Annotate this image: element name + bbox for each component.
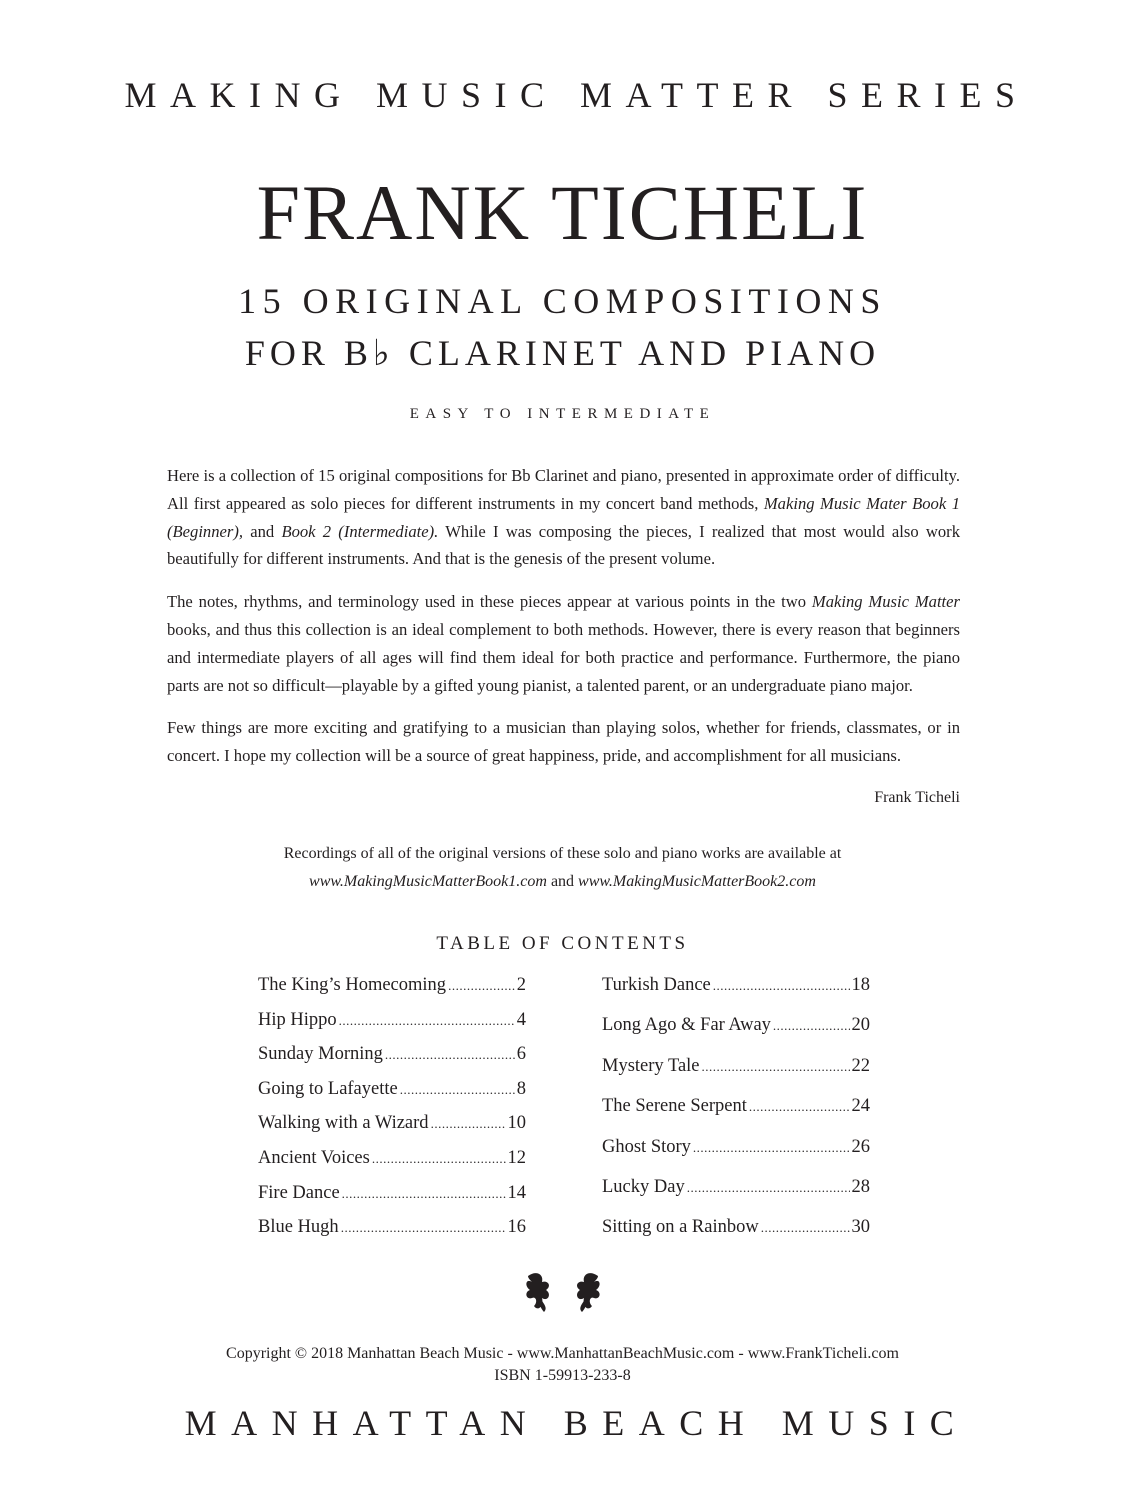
intro-paragraph-3: Few things are more exciting and gratifying to a musician than playing solos, whether for friends, classmates, or in concert. I hope my collection will be a source of great happiness, pride, and accomplishment for all musicians. xyxy=(167,718,960,766)
toc-entry[interactable] xyxy=(258,1217,526,1252)
dot-leader xyxy=(749,1099,850,1115)
toc-entry-title: Long Ago & Far Away xyxy=(602,1015,771,1036)
toc-entry-title: Ancient Voices xyxy=(258,1147,370,1168)
toc-entry-page: 6 xyxy=(516,1044,526,1065)
text: The notes, rhythms, and terminology used in these pieces appear at various points in the two xyxy=(167,592,812,612)
series-title: MAKING MUSIC MATTER SERIES xyxy=(124,75,1029,115)
book-title: Making Music Matter xyxy=(811,592,960,612)
signature: Frank Ticheli xyxy=(874,789,960,806)
toc-entry-page: 18 xyxy=(851,975,870,995)
copyright: Copyright © 2018 Manhattan Beach Music - www.ManhattanBeachMusic.com - www.FrankTicheli.com xyxy=(226,1345,899,1362)
toc-entry-title: Sitting on a Rainbow xyxy=(602,1217,759,1238)
dot-leader xyxy=(693,1140,850,1156)
recordings-note xyxy=(0,840,1125,896)
toc-entry[interactable] xyxy=(258,1183,526,1218)
copyright-block xyxy=(0,1343,1125,1387)
toc-entry[interactable] xyxy=(258,1044,526,1079)
toc-entry[interactable] xyxy=(602,1177,870,1217)
dot-leader xyxy=(687,1180,850,1196)
toc-entry-page: 8 xyxy=(516,1078,526,1099)
toc-entry-page: 28 xyxy=(851,1176,870,1197)
introduction xyxy=(167,462,960,785)
toc-entry-page: 14 xyxy=(507,1182,526,1203)
text: and xyxy=(243,521,282,541)
toc-entry-title: Lucky Day xyxy=(602,1176,685,1197)
dot-leader xyxy=(773,1018,850,1034)
toc-entry-title: Ghost Story xyxy=(602,1136,691,1157)
toc-entry[interactable] xyxy=(602,1217,870,1257)
link-book2[interactable]: www.MakingMusicMatterBook2.com xyxy=(578,873,816,890)
link-book1[interactable]: www.MakingMusicMatterBook1.com xyxy=(309,873,547,890)
toc-entry-title: Hip Hippo xyxy=(258,1009,337,1030)
intro-paragraph-2 xyxy=(167,588,960,699)
difficulty-level: EASY TO INTERMEDIATE xyxy=(409,406,716,422)
dot-leader xyxy=(713,978,850,994)
toc-entry[interactable] xyxy=(602,1096,870,1136)
fleuron-ornament-icon xyxy=(522,1268,604,1314)
toc-left-column xyxy=(258,975,526,1252)
dot-leader xyxy=(431,1116,506,1132)
subtitle-line-2: FOR B♭ CLARINET AND PIANO xyxy=(244,333,881,373)
toc-entry-page: 24 xyxy=(851,1096,870,1117)
toc-entry-page: 16 xyxy=(507,1217,526,1238)
toc-entry-title: Walking with a Wizard xyxy=(258,1113,429,1134)
text: Here is a collection of 15 original compositions for Bb Clarinet and piano, presented in approximate order of difficulty. All first appeared as solo pieces for different instruments in my concert band methods, xyxy=(167,466,960,513)
toc-entry-page: 22 xyxy=(851,1055,870,1076)
toc-entry-page: 12 xyxy=(507,1147,526,1168)
toc-entry-title: Going to Lafayette xyxy=(258,1078,398,1099)
text: While I was composing the pieces, I realized that most would also work beautifully for different instruments. And that is the genesis of the present volume. xyxy=(167,521,960,569)
toc-entry-title: The King’s Homecoming xyxy=(258,975,447,995)
dot-leader xyxy=(372,1151,506,1167)
book-title: Book 2 (Intermediate). xyxy=(281,521,439,541)
toc-entry-page: 10 xyxy=(507,1113,526,1134)
toc-entry-page: 20 xyxy=(851,1015,870,1036)
book-title: Making Music Mater Book 1 (Beginner), xyxy=(167,493,961,541)
toc-entry[interactable] xyxy=(258,1010,526,1045)
toc-entry[interactable] xyxy=(602,1137,870,1177)
author-name: FRANK TICHELI xyxy=(256,169,869,256)
toc-entry-title: Blue Hugh xyxy=(258,1217,339,1238)
toc-right-column xyxy=(602,975,870,1258)
toc-entry[interactable] xyxy=(258,1113,526,1148)
toc-entry[interactable] xyxy=(602,1015,870,1055)
recordings-text: Recordings of all of the original versions of these solo and piano works are available at xyxy=(283,845,842,862)
dot-leader xyxy=(339,1013,515,1029)
text: and xyxy=(546,873,579,890)
toc-entry-title: Turkish Dance xyxy=(602,975,711,995)
toc-entry-page: 2 xyxy=(516,975,526,995)
toc-entry[interactable] xyxy=(602,975,870,1015)
dot-leader xyxy=(761,1220,850,1236)
dot-leader xyxy=(448,978,515,994)
subtitle-line-1: 15 ORIGINAL COMPOSITIONS xyxy=(238,281,887,321)
dot-leader xyxy=(341,1220,506,1236)
toc-entry[interactable] xyxy=(258,1079,526,1114)
dot-leader xyxy=(385,1047,515,1063)
toc-entry-page: 30 xyxy=(851,1217,870,1238)
toc-entry-title: Mystery Tale xyxy=(602,1055,700,1076)
toc-entry-title: Fire Dance xyxy=(258,1182,340,1203)
toc-entry[interactable] xyxy=(602,1056,870,1096)
dot-leader xyxy=(400,1082,515,1098)
toc-title: TABLE OF CONTENTS xyxy=(436,933,689,954)
toc-entry-title: Sunday Morning xyxy=(258,1044,383,1065)
publisher-name: MANHATTAN BEACH MUSIC xyxy=(184,1403,969,1443)
toc-entry[interactable] xyxy=(258,975,526,1010)
dot-leader xyxy=(702,1059,850,1075)
dot-leader xyxy=(342,1186,506,1202)
toc-entry-title: The Serene Serpent xyxy=(602,1096,747,1117)
text: books, and thus this collection is an ideal complement to both methods. However, there is every reason that beginners and intermediate players of all ages will find them ideal for both practice and performance. Furthermore, the piano parts are not so difficult—playable by a gifted young pianist, a talented parent, or an undergraduate piano major. xyxy=(167,619,960,695)
toc-entry-page: 4 xyxy=(516,1009,526,1030)
toc-entry-page: 26 xyxy=(851,1136,870,1157)
toc-entry[interactable] xyxy=(258,1148,526,1183)
isbn: ISBN 1-59913-233-8 xyxy=(494,1367,631,1384)
intro-paragraph-1 xyxy=(167,462,960,573)
